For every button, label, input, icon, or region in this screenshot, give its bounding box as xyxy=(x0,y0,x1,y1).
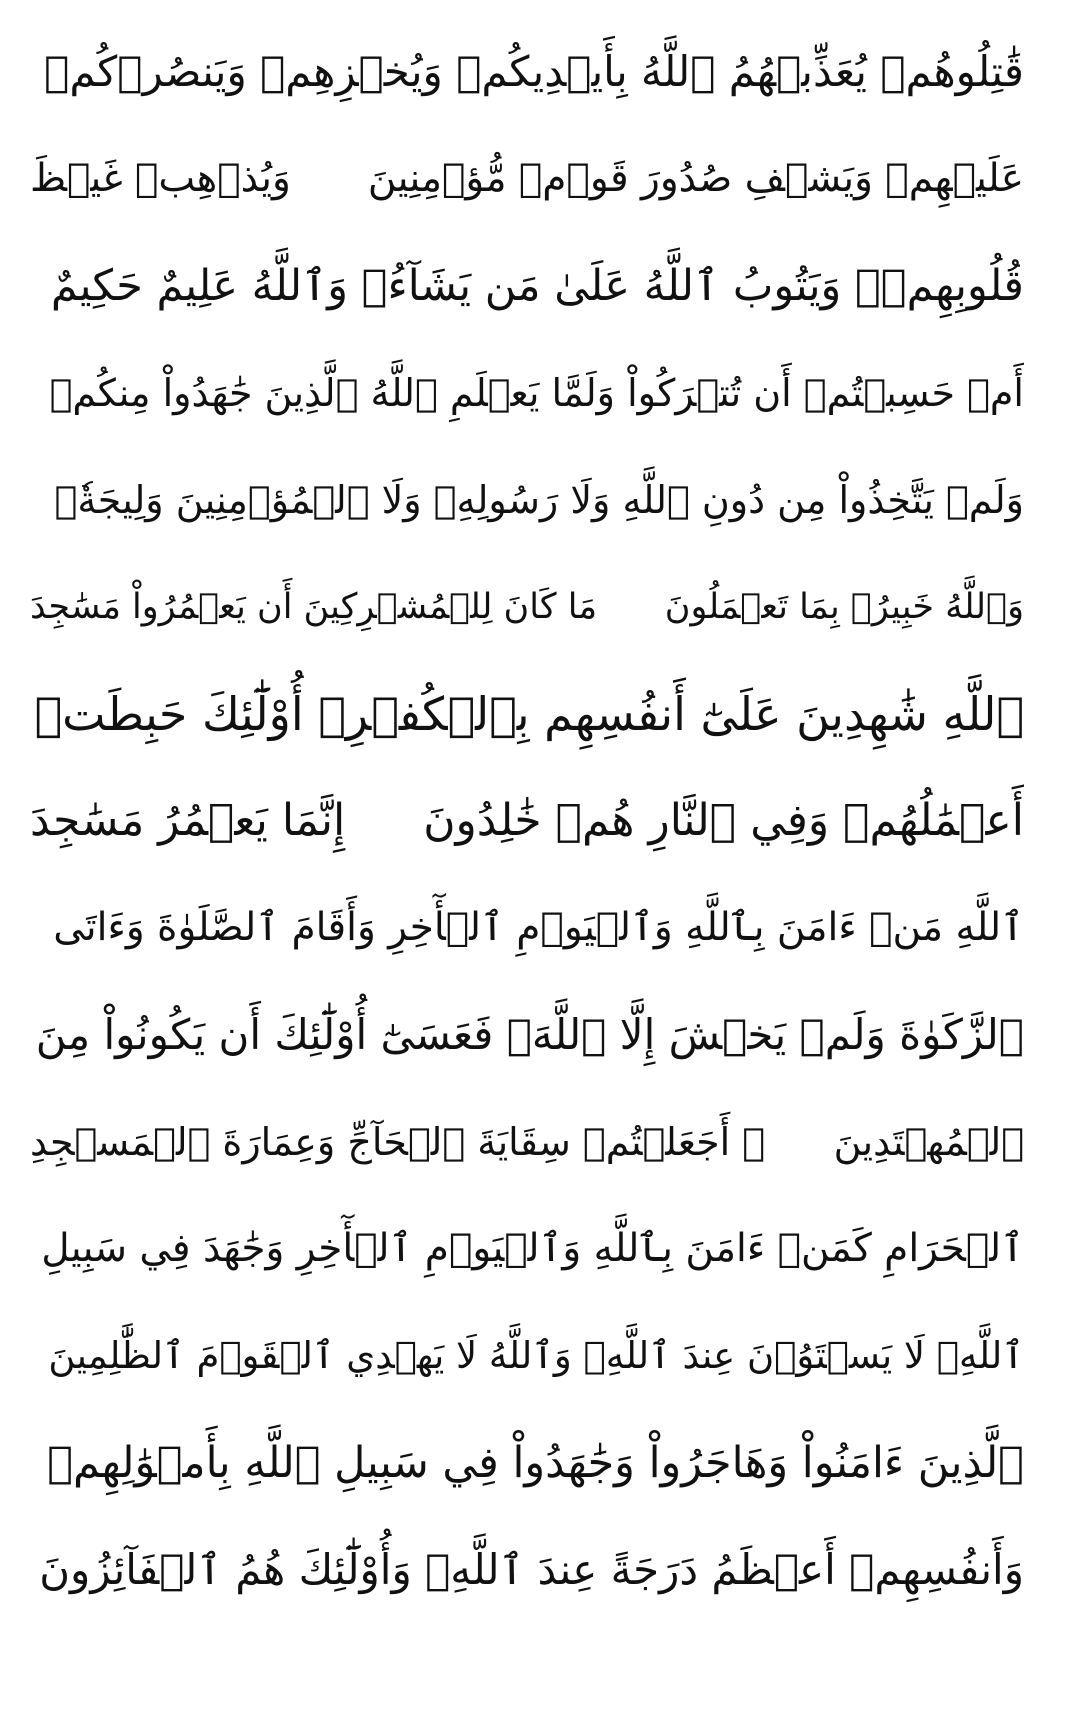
text-line-5 xyxy=(30,446,1024,553)
text-line-12 xyxy=(30,1195,1024,1302)
line-6-text-b: مَا كَانَ لِلۡمُشۡرِكِينَ أَن يَعۡمُرُواْ مَسَٰجِدَ xyxy=(30,586,598,627)
line-11-text-a: ٱلۡمُهۡتَدِينَ xyxy=(833,1119,1024,1164)
line-8-text-b: إِنَّمَا يَعۡمُرُ مَسَٰجِدَ xyxy=(30,795,346,846)
line-6-text-a: وَٱللَّهُ خَبِيرُۢ بِمَا تَعۡمَلُونَ xyxy=(664,586,1024,627)
line-4-text: أَمۡ حَسِبۡتُمۡ أَن تُتۡرَكُواْ وَلَمَّا يَعۡلَمِ ٱللَّهُ ٱلَّذِينَ جَٰهَدُواْ مِنكُمۡ xyxy=(49,370,1024,415)
line-11-text-b: ۞ أَجَعَلۡتُمۡ سِقَايَةَ ٱلۡحَآجِّ وَعِمَارَةَ ٱلۡمَسۡجِدِ xyxy=(30,1119,766,1164)
text-line-4 xyxy=(30,339,1024,446)
line-7-text: ٱللَّهِ شَٰهِدِينَ عَلَىٰٓ أَنفُسِهِم بِٱلۡكُفۡرِۚ أُوْلَٰٓئِكَ حَبِطَتۡ xyxy=(34,686,1024,741)
line-14-text: ٱلَّذِينَ ءَامَنُواْ وَهَاجَرُواْ وَجَٰهَدُواْ فِي سَبِيلِ ٱللَّهِ بِأَمۡوَٰلِهِمۡ xyxy=(47,1437,1024,1488)
line-5-text: وَلَمۡ يَتَّخِذُواْ مِن دُونِ ٱللَّهِ وَلَا رَسُولِهِۦ وَلَا ٱلۡمُؤۡمِنِينَ وَلِيجَةٗۚ xyxy=(54,477,1024,522)
text-line-9 xyxy=(30,874,1024,981)
line-2-text-a: عَلَيۡهِمۡ وَيَشۡفِ صُدُورَ قَوۡمٖ مُّؤۡمِنِينَ xyxy=(367,156,1024,201)
line-3-text: قُلُوبِهِمۡۗ وَيَتُوبُ ٱللَّهُ عَلَىٰ مَن يَشَآءُۗ وَٱللَّهُ عَلِيمٌ حَكِيمٌ xyxy=(50,260,1024,311)
text-line-7 xyxy=(30,660,1024,767)
text-line-2 xyxy=(30,125,1024,232)
line-12-text: ٱلۡحَرَامِ كَمَنۡ ءَامَنَ بِٱللَّهِ وَٱلۡيَوۡمِ ٱلۡأٓخِرِ وَجَٰهَدَ فِي سَبِيلِ xyxy=(41,1226,1024,1271)
line-13-text: ٱللَّهِۚ لَا يَسۡتَوُۥنَ عِندَ ٱللَّهِۗ وَٱللَّهُ لَا يَهۡدِي ٱلۡقَوۡمَ ٱلظَّٰلِمِينَ xyxy=(48,1334,1024,1377)
text-line-14 xyxy=(30,1409,1024,1516)
text-line-6 xyxy=(30,553,1024,660)
line-9-text: ٱللَّهِ مَنۡ ءَامَنَ بِٱللَّهِ وَٱلۡيَوۡمِ ٱلۡأٓخِرِ وَأَقَامَ ٱلصَّلَوٰةَ وَءَاتَى xyxy=(53,905,1024,950)
line-2-text-b: وَيُذۡهِبۡ غَيۡظَ xyxy=(30,156,291,201)
text-line-1 xyxy=(30,18,1024,125)
text-line-11 xyxy=(30,1088,1024,1195)
line-8-text-a: أَعۡمَٰلُهُمۡ وَفِي ٱلنَّارِ هُمۡ خَٰلِدُونَ xyxy=(423,795,1024,846)
text-line-3 xyxy=(30,232,1024,339)
text-line-8 xyxy=(30,767,1024,874)
text-line-13 xyxy=(30,1302,1024,1409)
text-line-15 xyxy=(30,1516,1024,1623)
line-10-text: ٱلزَّكَوٰةَ وَلَمۡ يَخۡشَ إِلَّا ٱللَّهَۖ فَعَسَىٰٓ أُوْلَٰٓئِكَ أَن يَكُونُواْ مِنَ xyxy=(35,1010,1024,1059)
line-15-text: وَأَنفُسِهِمۡ أَعۡظَمُ دَرَجَةً عِندَ ٱللَّهِۚ وَأُوْلَٰٓئِكَ هُمُ ٱلۡفَآئِزُونَ xyxy=(39,1545,1024,1594)
line-1-text: قَٰتِلُوهُمۡ يُعَذِّبۡهُمُ ٱللَّهُ بِأَيۡدِيكُمۡ وَيُخۡزِهِمۡ وَيَنصُرۡكُمۡ xyxy=(44,47,1024,96)
text-line-10 xyxy=(30,981,1024,1088)
